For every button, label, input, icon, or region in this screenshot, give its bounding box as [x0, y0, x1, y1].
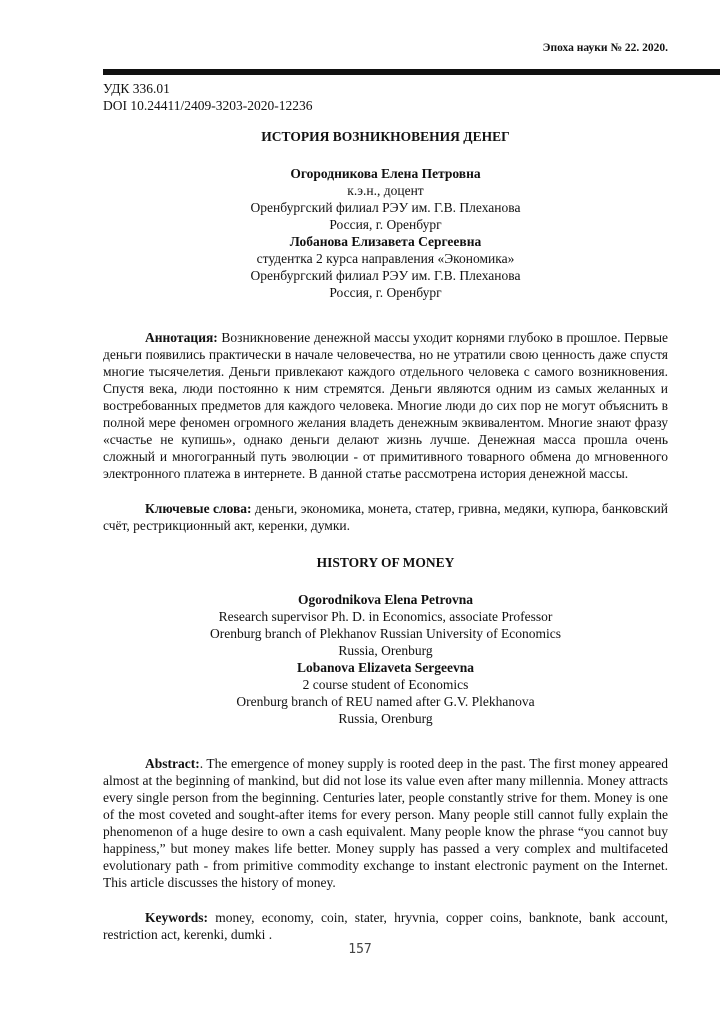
ru-author1-affiliation: Оренбургский филиал РЭУ им. Г.В. Плеханова — [250, 200, 521, 215]
en-title: HISTORY OF MONEY — [316, 555, 455, 570]
ru-abstract-text: Возникновение денежной массы уходит корнями глубоко в прошлое. Первые деньги появились практически в начале человечества, но не утратили свою ценность даже спустя многие тысячелетия. Деньги привлекают каждого отдельного человека с самого возникновения. Спустя века, люди постоянно к ним стремятся. Деньги являются одним из самых желанных и востребованных предметов для каждого человека. Многие люди до сих пор не могут объяснить в полной мере феномен огромного желания владеть денежным эквивалентом. Многие знают фразу «счастье не купишь», однако деньги делают жизнь лучше. Денежная масса прошла очень сложный и многогранный путь эволюции - от примитивного товарного обмена до мгновенного электронного платежа в интернете. В данной статье рассмотрена история денежной массы. — [103, 330, 668, 481]
header-rule — [103, 69, 720, 75]
ru-authors — [103, 165, 668, 301]
ru-author2-name: Лобанова Елизавета Сергеевна — [289, 234, 482, 249]
en-keywords-label: Keywords: — [145, 910, 208, 925]
article-meta — [103, 80, 312, 114]
page-number: 157 — [348, 942, 372, 957]
ru-author2-degree: студентка 2 курса направления «Экономика» — [256, 251, 515, 266]
en-author2-degree: 2 course student of Economics — [302, 677, 469, 692]
ru-abstract-label: Аннотация: — [145, 330, 218, 345]
en-author1-location: Russia, Orenburg — [338, 643, 433, 658]
article-body — [103, 128, 668, 957]
en-authors — [103, 591, 668, 727]
ru-author1-name: Огородникова Елена Петровна — [290, 166, 481, 181]
journal-header: Эпоха науки № 22. 2020. — [542, 42, 668, 54]
en-author1-name: Ogorodnikova Elena Petrovna — [297, 592, 474, 607]
ru-author1-location: Россия, г. Оренбург — [329, 217, 442, 232]
ru-keywords — [103, 500, 668, 534]
udk-code: УДК 336.01 — [103, 81, 170, 96]
en-abstract-label: Abstract: — [145, 756, 200, 771]
en-author2-location: Russia, Orenburg — [338, 711, 433, 726]
ru-author1-degree: к.э.н., доцент — [347, 183, 424, 198]
en-author1-degree: Research supervisor Ph. D. in Economics, associate Professor — [218, 609, 553, 624]
en-abstract-text: . The emergence of money supply is rooted deep in the past. The first money appeared almost at the beginning of mankind, but did not lose its value even after many millennia. Money attracts every single person from the beginning. Centuries later, people constantly strive for them. Money is one of the most coveted and sought-after items for every person. Many people still cannot fully explain the phenomenon of a huge desire to own a cash equivalent. Many people know the phrase “you cannot buy happiness,” but money makes life better. Money supply has passed a very complex and multifaceted evolutionary path - from primitive commodity exchange to instant electronic payment on the Internet. This article discusses the history of money. — [103, 756, 668, 890]
ru-keywords-label: Ключевые слова: — [145, 501, 252, 516]
ru-author2-location: Россия, г. Оренбург — [329, 285, 442, 300]
en-author2-name: Lobanova Elizaveta Sergeevna — [297, 660, 474, 675]
ru-keywords-text: деньги, экономика, монета, статер, гривна, медяки, купюра, банковский счёт, рестрикционный акт, керенки, думки. — [103, 501, 669, 533]
ru-abstract — [103, 329, 668, 482]
en-author1-affiliation: Orenburg branch of Plekhanov Russian University of Economics — [209, 626, 562, 641]
en-keywords — [103, 909, 668, 943]
ru-title: ИСТОРИЯ ВОЗНИКНОВЕНИЯ ДЕНЕГ — [261, 129, 510, 144]
ru-author2-affiliation: Оренбургский филиал РЭУ им. Г.В. Плеханова — [250, 268, 521, 283]
en-author2-affiliation: Orenburg branch of REU named after G.V. Plekhanova — [236, 694, 535, 709]
en-abstract — [103, 755, 668, 891]
doi: DOI 10.24411/2409-3203-2020-12236 — [103, 98, 313, 113]
en-keywords-text: money, economy, coin, stater, hryvnia, copper coins, banknote, bank account, restriction act, kerenki, dumki . — [103, 910, 668, 942]
